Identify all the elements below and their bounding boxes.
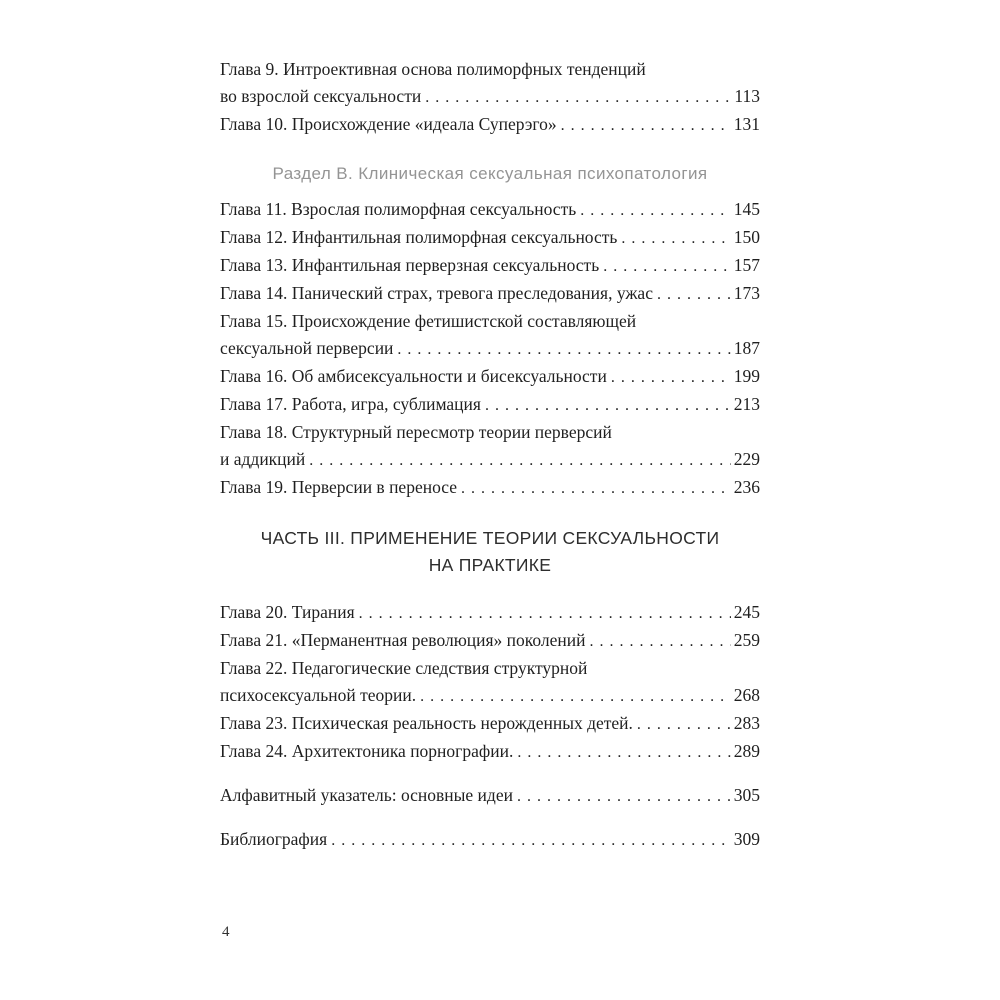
toc-entry-text: сексуальной перверсии [220,338,394,358]
toc-entry [220,419,760,474]
dot-leader [621,224,730,252]
toc-entry [220,710,760,738]
toc-entry-line [220,599,760,627]
dot-leader [603,252,731,280]
toc-entry-text: Глава 18. Структурный пересмотр теории перверсий [220,422,612,442]
toc-page-ref: 289 [733,741,760,761]
toc-entry-line [220,308,760,335]
toc-page-ref: 113 [734,86,760,106]
toc-entry-line [220,419,760,446]
dot-leader [485,391,731,419]
toc-entry-line [220,655,760,682]
page-number: 4 [222,924,230,940]
toc-entry-text: Глава 14. Панический страх, тревога преследования, ужас [220,283,653,303]
toc-entry [220,826,760,854]
toc-page-ref: 229 [733,449,760,469]
toc-entry-text: во взрослой сексуальности [220,86,422,106]
toc-entry-text: и аддикций [220,449,306,469]
toc-entry [220,599,760,627]
toc-entry-line [220,682,760,710]
toc-entry-line [220,627,760,655]
dot-leader [517,782,731,810]
toc-entry-line [220,710,760,738]
toc-page-ref: 157 [733,255,760,275]
toc-entry [220,224,760,252]
toc-entry [220,363,760,391]
toc-page-ref: 213 [733,394,760,414]
part-header-text: ЧАСТЬ III. ПРИМЕНЕНИЕ ТЕОРИИ СЕКСУАЛЬНОСТИ [260,528,720,548]
toc-entry-line [220,363,760,391]
dot-leader [611,363,731,391]
toc-entry-line [220,826,760,854]
toc-page-ref: 150 [733,227,760,247]
toc-content [220,56,760,854]
toc-entry-line [220,391,760,419]
toc-entry-text: Глава 24. Архитектоника порнографии. [220,741,514,761]
dot-leader [331,826,731,854]
dot-leader [637,710,731,738]
dot-leader [580,196,731,224]
toc-entry-line [220,738,760,766]
toc-entry-text: Глава 19. Перверсии в переносе [220,477,458,497]
dot-leader [309,446,730,474]
toc-entries-block [220,196,760,502]
toc-entry [220,738,760,766]
toc-entry-text: Глава 15. Происхождение фетишистской составляющей [220,311,637,331]
toc-entry [220,474,760,502]
dot-leader [425,83,731,111]
toc-entry [220,782,760,810]
toc-entry-line [220,474,760,502]
toc-entry [220,655,760,710]
toc-page-ref: 309 [733,829,760,849]
toc-entry [220,308,760,363]
toc-page-ref: 187 [733,338,760,358]
toc-page-ref: 131 [733,114,760,134]
toc-page-ref: 305 [733,785,760,805]
toc-page-ref: 283 [733,713,760,733]
toc-entry-text: Глава 13. Инфантильная перверзная сексуальность [220,255,600,275]
toc-entry-line [220,280,760,308]
toc-entry-text: Глава 20. Тирания [220,602,355,622]
toc-entry-text: психосексуальной теории. [220,685,417,705]
dot-leader [397,335,730,363]
toc-entry [220,196,760,224]
toc-entry-text: Глава 22. Педагогические следствия структурной [220,658,588,678]
toc-page-ref: 145 [733,199,760,219]
dot-leader [420,682,731,710]
toc-page-ref: 245 [733,602,760,622]
toc-page-ref: 268 [733,685,760,705]
toc-page-ref: 199 [733,366,760,386]
toc-entry-text: Глава 16. Об амбисексуальности и бисексуальности [220,366,607,386]
toc-entry-line [220,224,760,252]
toc-page-ref: 173 [733,283,760,303]
toc-page-ref: 259 [733,630,760,650]
toc-entry [220,391,760,419]
dot-leader [561,111,731,139]
dot-leader [517,738,730,766]
toc-entry [220,280,760,308]
toc-entry-text: Глава 23. Психическая реальность нерожденных детей. [220,713,633,733]
part-header [220,525,760,579]
toc-entries-block [220,56,760,139]
dot-leader [657,280,731,308]
toc-entry-text: Глава 17. Работа, игра, сублимация [220,394,481,414]
toc-entries-block [220,599,760,766]
toc-entry-text: Библиография [220,829,328,849]
toc-entry-line [220,56,760,83]
toc-page-ref: 236 [733,477,760,497]
toc-entry-text: Алфавитный указатель: основные идеи [220,785,513,805]
toc-entry [220,252,760,280]
toc-entry-text: Глава 12. Инфантильная полиморфная сексуальность [220,227,618,247]
toc-entry-text: Глава 9. Интроективная основа полиморфных тенденций [220,59,646,79]
toc-entries-block [220,782,760,810]
toc-entry-line [220,111,760,139]
section-header [220,160,760,187]
part-header-text: НА ПРАКТИКЕ [428,555,552,575]
toc-entry-line [220,335,760,363]
toc-entry-line [220,196,760,224]
toc-entry [220,627,760,655]
toc-entry-line [220,446,760,474]
toc-entry-text: Глава 21. «Перманентная революция» поколений [220,630,586,650]
toc-entry-line [220,83,760,111]
toc-entry [220,111,760,139]
toc-entry-text: Глава 10. Происхождение «идеала Суперэго» [220,114,557,134]
toc-entry-line [220,252,760,280]
dot-leader [461,474,731,502]
toc-entries-block [220,826,760,854]
dot-leader [359,599,731,627]
toc-entry-text: Глава 11. Взрослая полиморфная сексуальность [220,199,577,219]
dot-leader [590,627,731,655]
toc-entry [220,56,760,111]
section-header-text: Раздел В. Клиническая сексуальная психопатология [272,164,708,183]
toc-entry-line [220,782,760,810]
